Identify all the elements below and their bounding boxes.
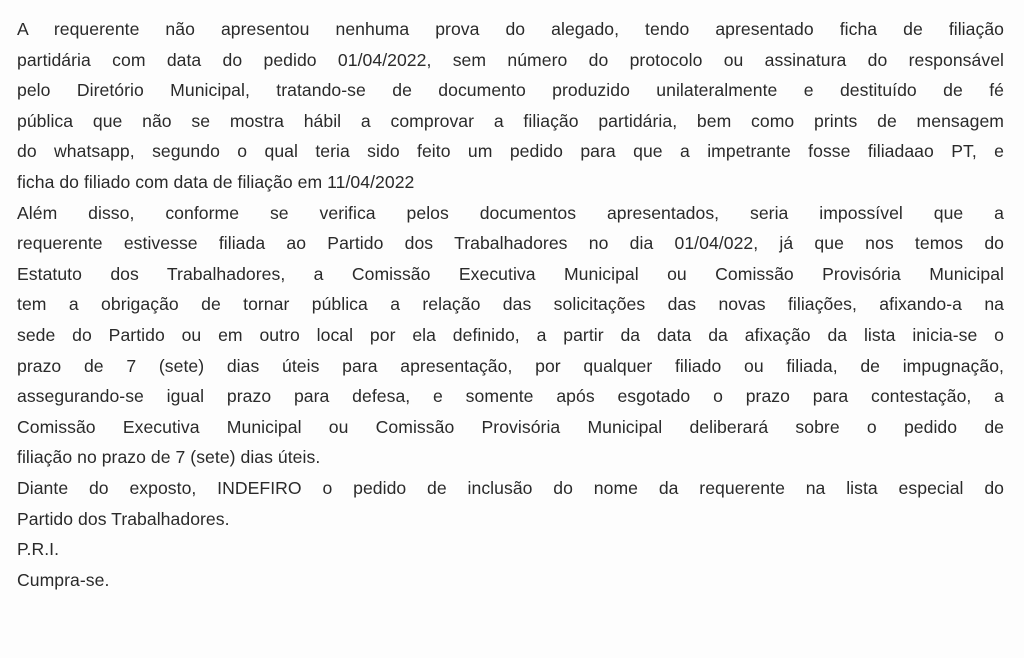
text-line: pública que não se mostra hábil a comprovar a filiação partidária, bem como prints de mensagem	[17, 110, 1004, 131]
text-line: prazo de 7 (sete) dias úteis para apresentação, por qualquer filiado ou filiada, de impugnação,	[17, 355, 1004, 376]
text-line: Cumpra-se.	[17, 569, 110, 590]
text-line: Estatuto dos Trabalhadores, a Comissão Executiva Municipal ou Comissão Provisória Municipal	[17, 263, 1004, 284]
text-line: do whatsapp, segundo o qual teria sido feito um pedido para que a impetrante fosse filiadaao PT, e	[17, 141, 1004, 162]
text-line: assegurando-se igual prazo para defesa, e somente após esgotado o prazo para contestação, a	[17, 386, 1004, 407]
text-line: Partido dos Trabalhadores.	[17, 508, 230, 529]
text-line: ficha do filiado com data de filiação em 11/04/2022	[17, 171, 415, 192]
text-line: filiação no prazo de 7 (sete) dias úteis.	[17, 447, 321, 468]
paragraph-1	[17, 14, 1004, 198]
text-line: partidária com data do pedido 01/04/2022, sem número do protocolo ou assinatura do responsável	[17, 49, 1004, 70]
text-line: sede do Partido ou em outro local por ela definido, a partir da data da afixação da lista inicia-se o	[17, 324, 1004, 345]
text-line: tem a obrigação de tornar pública a relação das solicitações das novas filiações, afixando-a na	[17, 294, 1004, 315]
paragraph-2	[17, 198, 1004, 473]
text-line: A requerente não apresentou nenhuma prova do alegado, tendo apresentado ficha de filiação	[17, 19, 1004, 39]
text-line: Comissão Executiva Municipal ou Comissão Provisória Municipal deliberará sobre o pedido de	[17, 416, 1004, 437]
text-line: requerente estivesse filiada ao Partido dos Trabalhadores no dia 01/04/022, já que nos temos do	[17, 233, 1004, 254]
text-line: P.R.I.	[17, 539, 60, 560]
text-line: Além disso, conforme se verifica pelos documentos apresentados, seria impossível que a	[17, 202, 1004, 223]
text-line: pelo Diretório Municipal, tratando-se de documento produzido unilateralmente e destituído de fé	[17, 80, 1004, 101]
text-line: Diante do exposto, INDEFIRO o pedido de inclusão do nome da requerente na lista especial do	[17, 477, 1004, 498]
paragraph-5	[17, 565, 1004, 596]
paragraph-3	[17, 473, 1004, 534]
paragraph-4	[17, 534, 1004, 565]
